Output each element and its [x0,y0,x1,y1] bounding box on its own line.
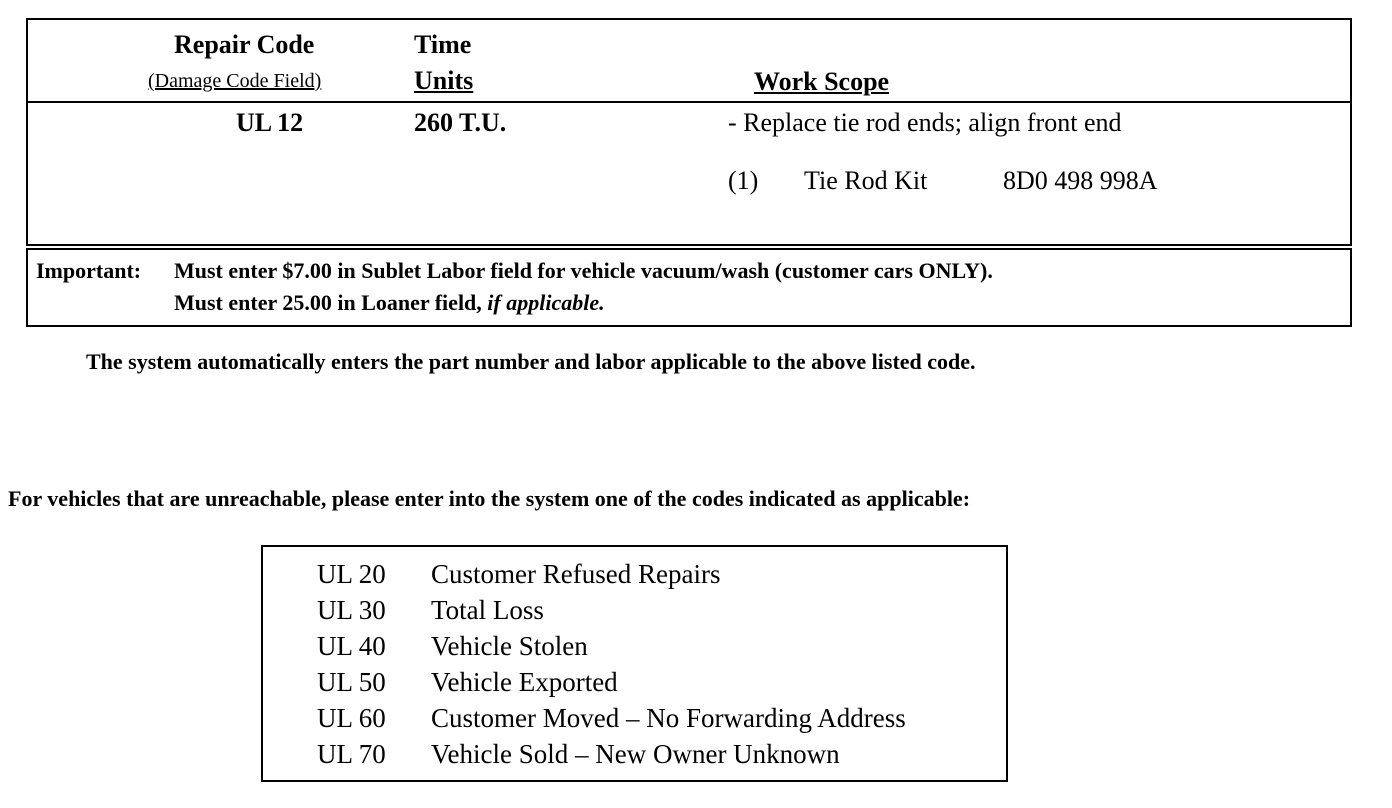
code-description: Customer Refused Repairs [431,559,721,589]
work-scope-header: Work Scope [754,67,890,96]
repair-code-header: Repair Code [174,30,315,59]
code-value: UL 30 [317,595,386,625]
repair-code-value: UL 12 [236,108,304,137]
unreachable-codes-box [261,545,1008,782]
code-value: UL 50 [317,667,386,697]
important-line-1: Must enter $7.00 in Sublet Labor field for vehicle vacuum/wash (customer cars ONLY). [174,258,993,283]
code-value: UL 70 [317,739,386,769]
important-notice [26,248,1352,327]
code-row [317,703,906,734]
code-value: UL 40 [317,631,386,661]
code-description: Vehicle Sold – New Owner Unknown [431,739,840,769]
code-description: Customer Moved – No Forwarding Address [431,703,906,733]
part-number: 8D0 498 998A [1003,166,1158,195]
work-scope-value: - Replace tie rod ends; align front end [728,108,1122,137]
important-label: Important: [36,258,142,283]
time-header: Time [414,30,472,59]
code-row [317,559,720,590]
repair-code-table [26,18,1352,246]
important-line-2 [174,290,605,316]
important-line-2-italic: if applicable. [487,290,605,315]
time-units-value: 260 T.U. [414,108,507,137]
code-value: UL 60 [317,703,386,733]
damage-code-field-header: (Damage Code Field) [148,70,322,92]
header-divider [28,101,1350,103]
code-row [317,631,588,662]
unreachable-intro: For vehicles that are unreachable, please enter into the system one of the codes indicated as applicable: [8,486,971,511]
part-name: Tie Rod Kit [804,166,928,195]
code-value: UL 20 [317,559,386,589]
code-description: Total Loss [431,595,544,625]
important-line-2-text: Must enter 25.00 in Loaner field, [174,290,488,315]
code-description: Vehicle Stolen [431,631,588,661]
part-quantity: (1) [728,166,759,195]
code-description: Vehicle Exported [431,667,618,697]
units-header: Units [414,66,474,95]
system-note: The system automatically enters the part number and labor applicable to the above listed code. [86,349,976,374]
code-row [317,595,544,626]
code-row [317,739,840,770]
code-row [317,667,618,698]
